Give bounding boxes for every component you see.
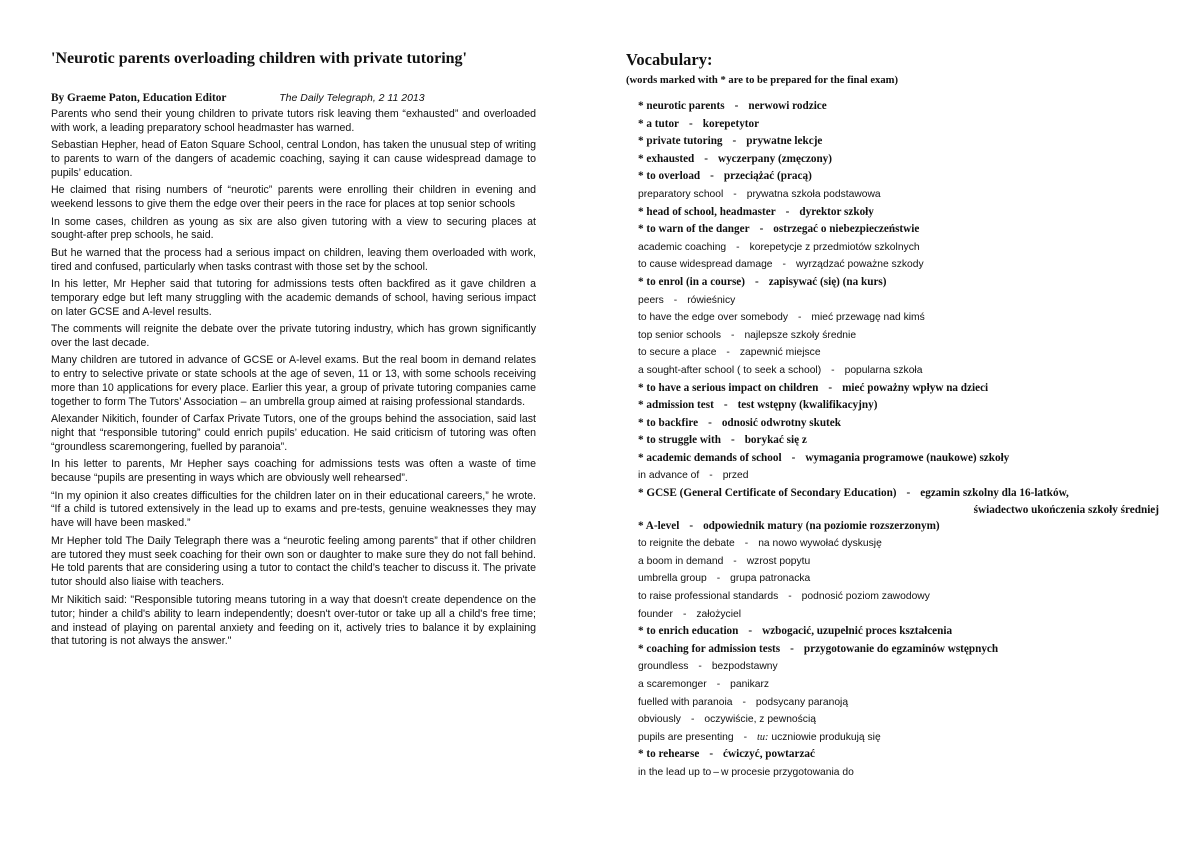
vocabulary-term: to secure a place bbox=[638, 347, 717, 359]
vocabulary-item bbox=[638, 397, 1171, 415]
vocabulary-term: a boom in demand bbox=[638, 555, 724, 567]
vocabulary-separator: - bbox=[731, 329, 735, 341]
vocabulary-separator: - bbox=[782, 259, 786, 271]
article-paragraph: In his letter to parents, Mr Hepher says coaching for admissions tests was often a waste of time because “pupils are presenting in ways which are obviously well rehearsed”. bbox=[51, 458, 536, 485]
vocabulary-item bbox=[638, 432, 1171, 450]
article-source: The Daily Telegraph, 2 11 2013 bbox=[279, 92, 425, 104]
vocabulary-term: a scaremonger bbox=[638, 679, 707, 690]
vocabulary-item bbox=[638, 116, 1171, 134]
vocabulary-term: * to overload bbox=[638, 170, 701, 183]
vocabulary-term: * private tutoring bbox=[638, 135, 723, 148]
vocabulary-translation: najlepsze szkoły średnie bbox=[744, 329, 857, 341]
vocabulary-translation: założyciel bbox=[696, 608, 742, 620]
vocabulary-translation: borykać się z bbox=[744, 434, 807, 447]
vocabulary-term: preparatory school bbox=[638, 188, 724, 200]
article-paragraph: Mr Nikitich said: "Responsible tutoring means tutoring in a way that doesn't create dependence on the tutor; hinder a child's ability to learn independently; doesn't over-tutor or take up all a child's free time; and instead of playing on parental anxiety and feeding on it, actively tries to balance it by explaining that tutoring is not always the answer." bbox=[51, 593, 536, 648]
vocabulary-separator: - bbox=[704, 152, 708, 165]
article-paragraph: In his letter, Mr Hepher said that tutoring for admissions tests often backfired as it gave children a temporary edge but left many struggling with the academic demands of school, having serious impact on later GCSE and A-level results. bbox=[51, 277, 536, 318]
vocabulary-separator: - bbox=[733, 188, 737, 200]
vocabulary-separator: - bbox=[689, 117, 693, 130]
article-paragraph: The comments will reignite the debate over the private tutoring industry, which has grown significantly over the last decade. bbox=[51, 323, 536, 349]
vocabulary-item bbox=[638, 415, 1171, 433]
vocabulary-separator: - bbox=[732, 135, 737, 148]
vocabulary-separator: - bbox=[698, 661, 702, 673]
vocabulary-item bbox=[638, 133, 1171, 151]
vocabulary-term: * GCSE (General Certificate of Secondary Education) bbox=[638, 487, 897, 500]
article-title: 'Neurotic parents overloading children with private tutoring' bbox=[51, 50, 467, 67]
vocabulary-translation: przeciążać (pracą) bbox=[723, 170, 812, 183]
vocabulary-term: * academic demands of school bbox=[638, 451, 782, 464]
vocabulary-item bbox=[638, 450, 1171, 468]
article-paragraph: Many children are tutored in advance of GCSE or A-level exams. But the real boom in demand relates to entry to selective private or state schools at the age of seven, 11 or 13, with some schools receiving more than 10 applications for every place. Earlier this year, a group of private tutoring companies came together to form The Tutors’ Association – an umbrella group aimed at raising professional standards. bbox=[51, 354, 536, 408]
vocabulary-translation-prefix: tu: bbox=[757, 731, 769, 743]
article-author: By Graeme Paton, Education Editor bbox=[51, 92, 227, 104]
vocabulary-separator: - bbox=[906, 487, 911, 500]
byline bbox=[51, 92, 536, 104]
vocabulary-item bbox=[638, 221, 1171, 239]
vocabulary-item bbox=[638, 553, 1171, 571]
vocabulary-term: * to enrol (in a course) bbox=[638, 275, 745, 288]
vocabulary-separator: - bbox=[828, 381, 833, 394]
vocabulary-column bbox=[626, 50, 1171, 782]
vocabulary-term: * neurotic parents bbox=[638, 100, 725, 112]
vocabulary-translation: panikarz bbox=[730, 679, 770, 690]
vocabulary-term: * a tutor bbox=[638, 117, 680, 130]
vocabulary-item bbox=[638, 535, 1171, 553]
vocabulary-item bbox=[638, 239, 1171, 257]
vocabulary-term: fuelled with paranoia bbox=[638, 696, 733, 708]
vocabulary-translation: odnosić odwrotny skutek bbox=[721, 416, 841, 429]
vocabulary-separator: - bbox=[785, 205, 790, 218]
vocabulary-term: in advance of bbox=[638, 470, 700, 482]
vocabulary-separator: - bbox=[690, 714, 695, 726]
vocabulary-item bbox=[638, 292, 1171, 310]
vocabulary-item bbox=[638, 676, 1171, 694]
vocabulary-translation: przed bbox=[722, 470, 749, 482]
vocabulary-separator: - bbox=[709, 748, 714, 761]
vocabulary-separator: - bbox=[743, 731, 748, 743]
vocabulary-item bbox=[638, 151, 1171, 169]
vocabulary-item bbox=[638, 606, 1171, 624]
vocabulary-term: * to backfire bbox=[638, 416, 699, 429]
vocabulary-term: founder bbox=[638, 608, 673, 620]
article-paragraph: Parents who send their young children to private tutors risk leaving them “exhausted” and overloaded with work, a leading preparatory school headmaster has warned. bbox=[51, 108, 536, 134]
vocabulary-translation: egzamin szkolny dla 16-latków, bbox=[920, 487, 1069, 500]
vocabulary-separator: - bbox=[790, 642, 794, 655]
vocabulary-translation: zapewnić miejsce bbox=[739, 347, 821, 359]
vocabulary-separator: - bbox=[689, 519, 694, 532]
article-paragraph: Alexander Nikitich, founder of Carfax Private Tutors, one of the groups behind the association, said last night that “responsible tutoring” could enrich pupils’ education. He said criticism of tutoring was often “groundless scaremongering, fuelled by paranoia”. bbox=[51, 413, 536, 454]
vocabulary-item bbox=[638, 467, 1171, 485]
vocabulary-term: * to struggle with bbox=[638, 434, 721, 447]
vocabulary-item bbox=[638, 204, 1171, 222]
vocabulary-item bbox=[638, 588, 1171, 606]
vocabulary-translation: oczywiście, z pewnością bbox=[704, 714, 816, 726]
vocabulary-item bbox=[638, 746, 1171, 764]
vocabulary-term: umbrella group bbox=[638, 573, 707, 585]
vocabulary-term: to have the edge over somebody bbox=[638, 312, 788, 324]
vocabulary-term: * coaching for admission tests bbox=[638, 642, 781, 655]
vocabulary-translation: rówieśnicy bbox=[687, 294, 736, 306]
vocabulary-separator: – bbox=[713, 766, 720, 778]
vocabulary-separator: - bbox=[759, 223, 764, 236]
vocabulary-item bbox=[638, 327, 1171, 345]
vocabulary-translation: popularna szkoła bbox=[844, 364, 923, 376]
vocabulary-term: top senior schools bbox=[638, 329, 721, 341]
vocabulary-term: pupils are presenting bbox=[638, 731, 734, 743]
vocabulary-separator: - bbox=[797, 312, 802, 324]
vocabulary-item bbox=[638, 570, 1171, 588]
article-column bbox=[51, 50, 536, 653]
vocabulary-translation: przygotowanie do egzaminów wstępnych bbox=[803, 642, 999, 655]
vocabulary-separator: - bbox=[708, 416, 712, 429]
vocabulary-translation: bezpodstawny bbox=[711, 661, 778, 673]
vocabulary-translation: korepetytor bbox=[702, 117, 760, 130]
vocabulary-separator: - bbox=[723, 399, 728, 412]
vocabulary-separator: - bbox=[673, 294, 678, 306]
vocabulary-item bbox=[638, 168, 1171, 186]
vocabulary-translation: wzrost popytu bbox=[746, 555, 811, 567]
vocabulary-item bbox=[638, 694, 1171, 712]
vocabulary-translation: nerwowi rodzice bbox=[748, 100, 827, 112]
vocabulary-item bbox=[638, 729, 1171, 747]
vocabulary-separator: - bbox=[755, 275, 759, 288]
vocabulary-translation: mieć poważny wpływ na dzieci bbox=[842, 381, 989, 394]
vocabulary-term: groundless bbox=[638, 661, 689, 673]
vocabulary-separator: - bbox=[788, 591, 792, 603]
vocabulary-translation: ostrzegać o niebezpieczeństwie bbox=[773, 223, 920, 236]
vocabulary-separator: - bbox=[710, 170, 714, 183]
vocabulary-item bbox=[638, 485, 1171, 518]
vocabulary-item bbox=[638, 309, 1171, 327]
vocabulary-term: * admission test bbox=[638, 399, 714, 412]
vocabulary-term: obviously bbox=[638, 714, 681, 726]
article-paragraph: But he warned that the process had a serious impact on children, leaving them overloaded with work, tired and confused, particularly when tasks contrast with those set by the school. bbox=[51, 246, 536, 273]
vocabulary-translation: zapisywać (się) (na kurs) bbox=[768, 275, 887, 288]
vocabulary-term: peers bbox=[638, 294, 664, 306]
article-paragraph: In some cases, children as young as six are also given tutoring with a view to securing places at sought-after prep schools, he said. bbox=[51, 215, 536, 242]
vocabulary-translation: mieć przewagę nad kimś bbox=[811, 312, 925, 324]
vocabulary-item bbox=[638, 274, 1171, 292]
article-paragraph: Mr Hepher told The Daily Telegraph there was a “neurotic feeling among parents” that if other children are tutored they must seek coaching for their own son or daughter to make sure they do not fall behind. He told parents that are considering using a tutor to contact the child’s teacher to discuss it. The private tutor should also liaise with teachers. bbox=[51, 534, 536, 589]
vocabulary-separator: - bbox=[733, 555, 737, 567]
vocabulary-term: * head of school, headmaster bbox=[638, 205, 776, 218]
vocabulary-term: to raise professional standards bbox=[638, 591, 779, 603]
vocabulary-term: * to have a serious impact on children bbox=[638, 381, 819, 394]
vocabulary-translation: odpowiednik matury (na poziomie rozszerzonym) bbox=[703, 519, 940, 532]
vocabulary-translation: podnosić poziom zawodowy bbox=[801, 591, 930, 603]
vocabulary-item bbox=[638, 518, 1171, 536]
vocabulary-separator: - bbox=[831, 364, 835, 376]
vocabulary-translation: podsycany paranoją bbox=[755, 696, 849, 708]
vocabulary-item bbox=[638, 641, 1171, 659]
vocabulary-item bbox=[638, 256, 1171, 274]
vocabulary-list bbox=[638, 98, 1171, 782]
vocabulary-term: * A-level bbox=[638, 519, 680, 532]
vocabulary-translation: uczniowie produkują się bbox=[771, 731, 881, 743]
vocabulary-item bbox=[638, 380, 1171, 398]
vocabulary-term: * to enrich education bbox=[638, 625, 739, 638]
vocabulary-separator: - bbox=[744, 538, 749, 550]
vocabulary-separator: - bbox=[736, 241, 740, 253]
vocabulary-term: * exhausted bbox=[638, 152, 695, 165]
vocabulary-separator: - bbox=[742, 696, 746, 708]
vocabulary-term: academic coaching bbox=[638, 241, 727, 253]
vocabulary-translation: wyczerpany (zmęczony) bbox=[718, 152, 833, 165]
vocabulary-separator: - bbox=[716, 573, 721, 585]
vocabulary-separator: - bbox=[716, 679, 721, 690]
vocabulary-separator: - bbox=[791, 451, 796, 464]
article-body bbox=[51, 108, 536, 649]
vocabulary-item bbox=[638, 344, 1171, 362]
vocabulary-term: in the lead up to bbox=[638, 766, 712, 778]
vocabulary-separator: - bbox=[730, 434, 735, 447]
vocabulary-term: to cause widespread damage bbox=[638, 259, 773, 271]
vocabulary-title: Vocabulary: bbox=[626, 50, 713, 69]
vocabulary-translation: grupa patronacka bbox=[730, 573, 811, 585]
vocabulary-separator: - bbox=[748, 625, 753, 638]
vocabulary-item bbox=[638, 98, 1171, 116]
vocabulary-translation: na nowo wywołać dyskusję bbox=[758, 538, 882, 550]
vocabulary-translation: wyrządzać poważne szkody bbox=[795, 259, 924, 271]
vocabulary-translation: prywatne lekcje bbox=[746, 135, 823, 148]
vocabulary-translation: wzbogacić, uzupełnić proces kształcenia bbox=[762, 625, 953, 638]
vocabulary-term: a sought-after school ( to seek a school) bbox=[638, 364, 822, 376]
vocabulary-item bbox=[638, 658, 1171, 676]
vocabulary-translation: prywatna szkoła podstawowa bbox=[746, 188, 881, 200]
vocabulary-separator: - bbox=[726, 347, 730, 359]
vocabulary-translation-continued: świadectwo ukończenia szkoły średniej bbox=[973, 503, 1159, 516]
vocabulary-translation: dyrektor szkoły bbox=[799, 205, 874, 218]
vocabulary-separator: - bbox=[709, 470, 713, 482]
vocabulary-note: (words marked with * are to be prepared for the final exam) bbox=[626, 75, 898, 86]
vocabulary-translation: korepetycje z przedmiotów szkolnych bbox=[749, 241, 920, 253]
vocabulary-translation: ćwiczyć, powtarzać bbox=[723, 748, 815, 761]
article-paragraph: He claimed that rising numbers of “neurotic” parents were enrolling their children in evening and weekend lessons to give them the edge over their peers in the race for places at top senior schools bbox=[51, 184, 536, 211]
vocabulary-separator: - bbox=[682, 608, 687, 620]
vocabulary-item bbox=[638, 623, 1171, 641]
vocabulary-translation: test wstępny (kwalifikacyjny) bbox=[737, 399, 878, 412]
vocabulary-translation: wymagania programowe (naukowe) szkoły bbox=[805, 451, 1010, 464]
vocabulary-item bbox=[638, 711, 1171, 729]
vocabulary-item bbox=[638, 362, 1171, 380]
vocabulary-item bbox=[638, 186, 1171, 204]
vocabulary-translation: w procesie przygotowania do bbox=[721, 766, 854, 778]
vocabulary-item bbox=[638, 764, 1171, 782]
vocabulary-term: * to rehearse bbox=[638, 748, 700, 761]
article-paragraph: “In my opinion it also creates difficulties for the children later on in their educational careers,” he wrote. “If a child is tutored extensively in the lead up to exams and pre-tests, genuine weaknesses they may have will have been masked.” bbox=[51, 489, 536, 530]
vocabulary-separator: - bbox=[734, 100, 739, 112]
article-paragraph: Sebastian Hepher, head of Eaton Square School, central London, has taken the unusual step of writing to parents to warn of the dangers of academic coaching, saying it can cause widespread damage to pupils’ education. bbox=[51, 139, 536, 180]
vocabulary-term: to reignite the debate bbox=[638, 538, 735, 550]
vocabulary-term: * to warn of the danger bbox=[638, 223, 750, 236]
